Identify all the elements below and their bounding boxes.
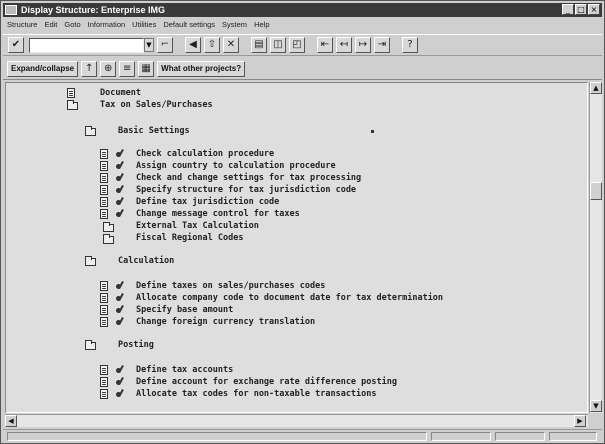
folder-open-icon[interactable] [67, 102, 78, 110]
menu-bar [3, 18, 602, 31]
execute-icon[interactable] [116, 389, 126, 399]
node-calculation[interactable]: Calculation [118, 256, 175, 266]
save-icon[interactable]: ⌐ [157, 37, 173, 53]
tree-item[interactable]: Specify structure for tax jurisdiction code [136, 185, 357, 195]
view-icon[interactable]: ▦ [138, 61, 154, 77]
document-icon[interactable] [100, 173, 108, 183]
status-bar [3, 429, 602, 442]
node-tax-on-sales-purchases[interactable]: Tax on Sales/Purchases [100, 100, 213, 110]
tree-item[interactable]: Check and change settings for tax processing [136, 173, 362, 183]
document-icon[interactable] [100, 377, 108, 387]
tree-item[interactable]: Fiscal Regional Codes [136, 233, 244, 243]
scroll-left-icon[interactable]: ◀ [5, 415, 17, 427]
execute-icon[interactable] [116, 197, 126, 207]
application-toolbar [3, 58, 602, 80]
menu-help[interactable]: Help [254, 20, 270, 29]
document-icon[interactable] [100, 305, 108, 315]
tree-item[interactable]: Change message control for taxes [136, 209, 300, 219]
subtree-icon[interactable]: ⊕ [100, 61, 116, 77]
folder-closed-icon[interactable] [103, 236, 114, 244]
document-icon[interactable] [100, 197, 108, 207]
execute-icon[interactable] [116, 161, 126, 171]
first-page-icon[interactable]: ⇤ [317, 37, 333, 53]
status-field [495, 432, 545, 441]
command-field[interactable] [29, 38, 144, 53]
menu-information[interactable]: Information [87, 20, 126, 29]
folder-closed-icon[interactable] [103, 224, 114, 232]
menu-system[interactable]: System [222, 20, 248, 29]
next-page-icon[interactable]: ↦ [355, 37, 371, 53]
status-field [549, 432, 597, 441]
close-button[interactable]: × [588, 4, 600, 15]
maximize-button[interactable]: □ [575, 4, 587, 15]
menu-utilities[interactable]: Utilities [132, 20, 157, 29]
help-icon[interactable]: ? [402, 37, 418, 53]
last-page-icon[interactable]: ⇥ [374, 37, 390, 53]
status-field [431, 432, 491, 441]
execute-icon[interactable] [116, 173, 126, 183]
window-title: Display Structure: Enterprise IMG [21, 5, 166, 15]
tree-item[interactable]: Assign country to calculation procedure [136, 161, 336, 171]
upper-level-icon[interactable]: ↑ [81, 61, 97, 77]
folder-open-icon[interactable] [85, 342, 96, 350]
scroll-right-icon[interactable]: ▶ [574, 415, 586, 427]
document-icon[interactable] [100, 365, 108, 375]
node-posting[interactable]: Posting [118, 340, 154, 350]
tree-item[interactable]: Allocate company code to document date for tax determination [136, 293, 444, 303]
status-message-field [7, 432, 427, 441]
expand-collapse-button[interactable]: Expand/collapse [7, 61, 78, 77]
tree-item[interactable]: Change foreign currency translation [136, 317, 316, 327]
structure-tree [5, 82, 588, 413]
execute-icon[interactable] [116, 209, 126, 219]
node-document[interactable]: Document [100, 88, 141, 98]
document-icon[interactable] [100, 317, 108, 327]
execute-icon[interactable] [116, 149, 126, 159]
mouse-pointer-icon [371, 130, 374, 133]
previous-page-icon[interactable]: ↤ [336, 37, 352, 53]
back-icon[interactable]: ◀ [185, 37, 201, 53]
scroll-up-icon[interactable]: ▲ [590, 82, 602, 94]
scroll-down-icon[interactable]: ▼ [590, 400, 602, 412]
documentation-icon[interactable]: ≡ [119, 61, 135, 77]
system-menu-icon[interactable] [5, 5, 17, 15]
execute-icon[interactable] [116, 281, 126, 291]
menu-structure[interactable]: Structure [7, 20, 38, 29]
tree-item[interactable]: Check calculation procedure [136, 149, 275, 159]
document-icon[interactable] [100, 389, 108, 399]
tree-item[interactable]: Define taxes on sales/purchases codes [136, 281, 326, 291]
folder-open-icon[interactable] [85, 128, 96, 136]
title-bar [3, 3, 602, 17]
execute-icon[interactable] [116, 377, 126, 387]
document-icon[interactable] [100, 293, 108, 303]
scroll-thumb[interactable] [590, 182, 602, 200]
tree-item[interactable]: External Tax Calculation [136, 221, 259, 231]
execute-icon[interactable] [116, 293, 126, 303]
minimize-button[interactable]: _ [562, 4, 574, 15]
execute-icon[interactable] [116, 185, 126, 195]
tree-item[interactable]: Define account for exchange rate difference posting [136, 377, 397, 387]
document-icon[interactable] [100, 185, 108, 195]
execute-icon[interactable] [116, 317, 126, 327]
document-icon[interactable] [100, 161, 108, 171]
execute-icon[interactable] [116, 305, 126, 315]
document-icon[interactable] [100, 149, 108, 159]
tree-item[interactable]: Specify base amount [136, 305, 234, 315]
exit-icon[interactable]: ⇧ [204, 37, 220, 53]
print-icon[interactable]: ▤ [251, 37, 267, 53]
vertical-scrollbar[interactable] [589, 82, 602, 413]
menu-edit[interactable]: Edit [44, 20, 58, 29]
command-history-dropdown-icon[interactable]: ▼ [144, 38, 154, 52]
tree-item[interactable]: Allocate tax codes for non-taxable transactions [136, 389, 377, 399]
horizontal-scrollbar[interactable] [5, 414, 588, 427]
tree-item[interactable]: Define tax accounts [136, 365, 234, 375]
folder-open-icon[interactable] [85, 258, 96, 266]
find-icon[interactable]: ◫ [270, 37, 286, 53]
find-next-icon[interactable]: ◰ [289, 37, 305, 53]
standard-toolbar [3, 34, 602, 56]
check-icon[interactable]: ✔ [8, 37, 24, 53]
tree-item[interactable]: Define tax jurisdiction code [136, 197, 280, 207]
cancel-icon[interactable]: ✕ [223, 37, 239, 53]
document-icon[interactable] [100, 209, 108, 219]
document-icon[interactable] [67, 88, 75, 98]
menu-goto[interactable]: Goto [64, 20, 81, 29]
menu-default-settings[interactable]: Default settings [163, 20, 216, 29]
execute-icon[interactable] [116, 365, 126, 375]
document-icon[interactable] [100, 281, 108, 291]
what-other-projects-button[interactable]: What other projects? [157, 61, 245, 77]
node-basic-settings[interactable]: Basic Settings [118, 126, 190, 136]
